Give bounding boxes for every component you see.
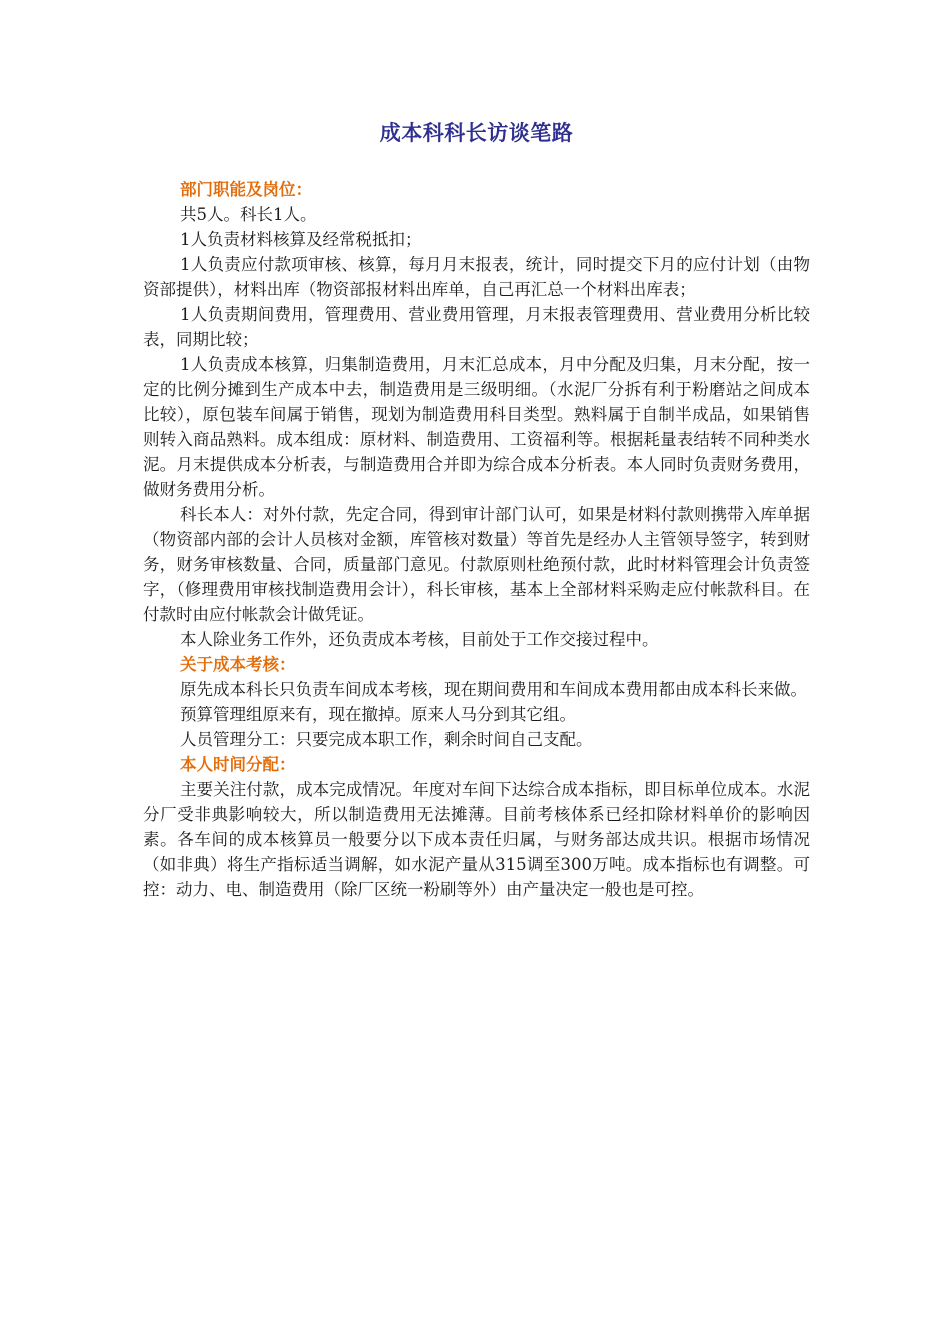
document-title: 成本科科长访谈笔路 (379, 120, 574, 145)
paragraph: 1人负责应付款项审核、核算，每月月末报表，统计，同时提交下月的应付计划（由物资部提供），材料出库（物资部报材料出库单，自己再汇总一个材料出库表； (143, 255, 810, 299)
paragraph: 科长本人：对外付款，先定合同，得到审计部门认可，如果是材料付款则携带入库单据（物资部内部的会计人员核对金额，库管核对数量）等首先是经办人主管领导签字，转到财务，财务审核数量、合同，质量部门意见。付款原则杜绝预付款，此时材料管理会计负责签字，（修理费用审核找制造费用会计），科长审核，基本上全部材料采购走应付帐款科目。在付款时由应付帐款会计做凭证。 (143, 505, 810, 624)
section-heading: 本人时间分配： (180, 755, 296, 774)
paragraph: 原先成本科长只负责车间成本考核，现在期间费用和车间成本费用都由成本科长来做。 (180, 680, 807, 699)
section-heading: 部门职能及岗位： (180, 180, 312, 199)
paragraph: 1人负责材料核算及经常税抵扣； (180, 230, 422, 249)
paragraph: 预算管理组原来有，现在撤掉。原来人马分到其它组。 (180, 705, 576, 724)
section-time-allocation (143, 752, 810, 902)
paragraph: 本人除业务工作外，还负责成本考核，目前处于工作交接过程中。 (180, 630, 659, 649)
paragraph: 1人负责期间费用，管理费用、营业费用管理，月末报表管理费用、营业费用分析比较表，同期比较； (143, 305, 810, 349)
section-heading: 关于成本考核： (180, 655, 296, 674)
document-page (143, 118, 810, 902)
paragraph: 人员管理分工：只要完成本职工作，剩余时间自己支配。 (180, 730, 593, 749)
paragraph: 主要关注付款，成本完成情况。年度对车间下达综合成本指标，即目标单位成本。水泥分厂受非典影响较大，所以制造费用无法摊薄。目前考核体系已经扣除材料单价的影响因素。各车间的成本核算员一般要分以下成本责任归属，与财务部达成共识。根据市场情况（如非典）将生产指标适当调解，如水泥产量从315调至300万吨。成本指标也有调整。可控：动力、电、制造费用（除厂区统一粉刷等外）由产量决定一般也是可控。 (143, 780, 810, 899)
paragraph: 1人负责成本核算，归集制造费用，月末汇总成本，月中分配及归集，月末分配，按一定的比例分摊到生产成本中去，制造费用是三级明细。（水泥厂分拆有利于粉磨站之间成本比较），原包装车间属于销售，现划为制造费用科目类型。熟料属于自制半成品，如果销售则转入商品熟料。成本组成：原材料、制造费用、工资福利等。根据耗量表结转不同种类水泥。月末提供成本分析表，与制造费用合并即为综合成本分析表。本人同时负责财务费用，做财务费用分析。 (143, 355, 810, 499)
paragraph: 共5人。科长1人。 (180, 205, 317, 224)
section-department-functions (143, 177, 810, 652)
section-cost-assessment (143, 652, 810, 752)
